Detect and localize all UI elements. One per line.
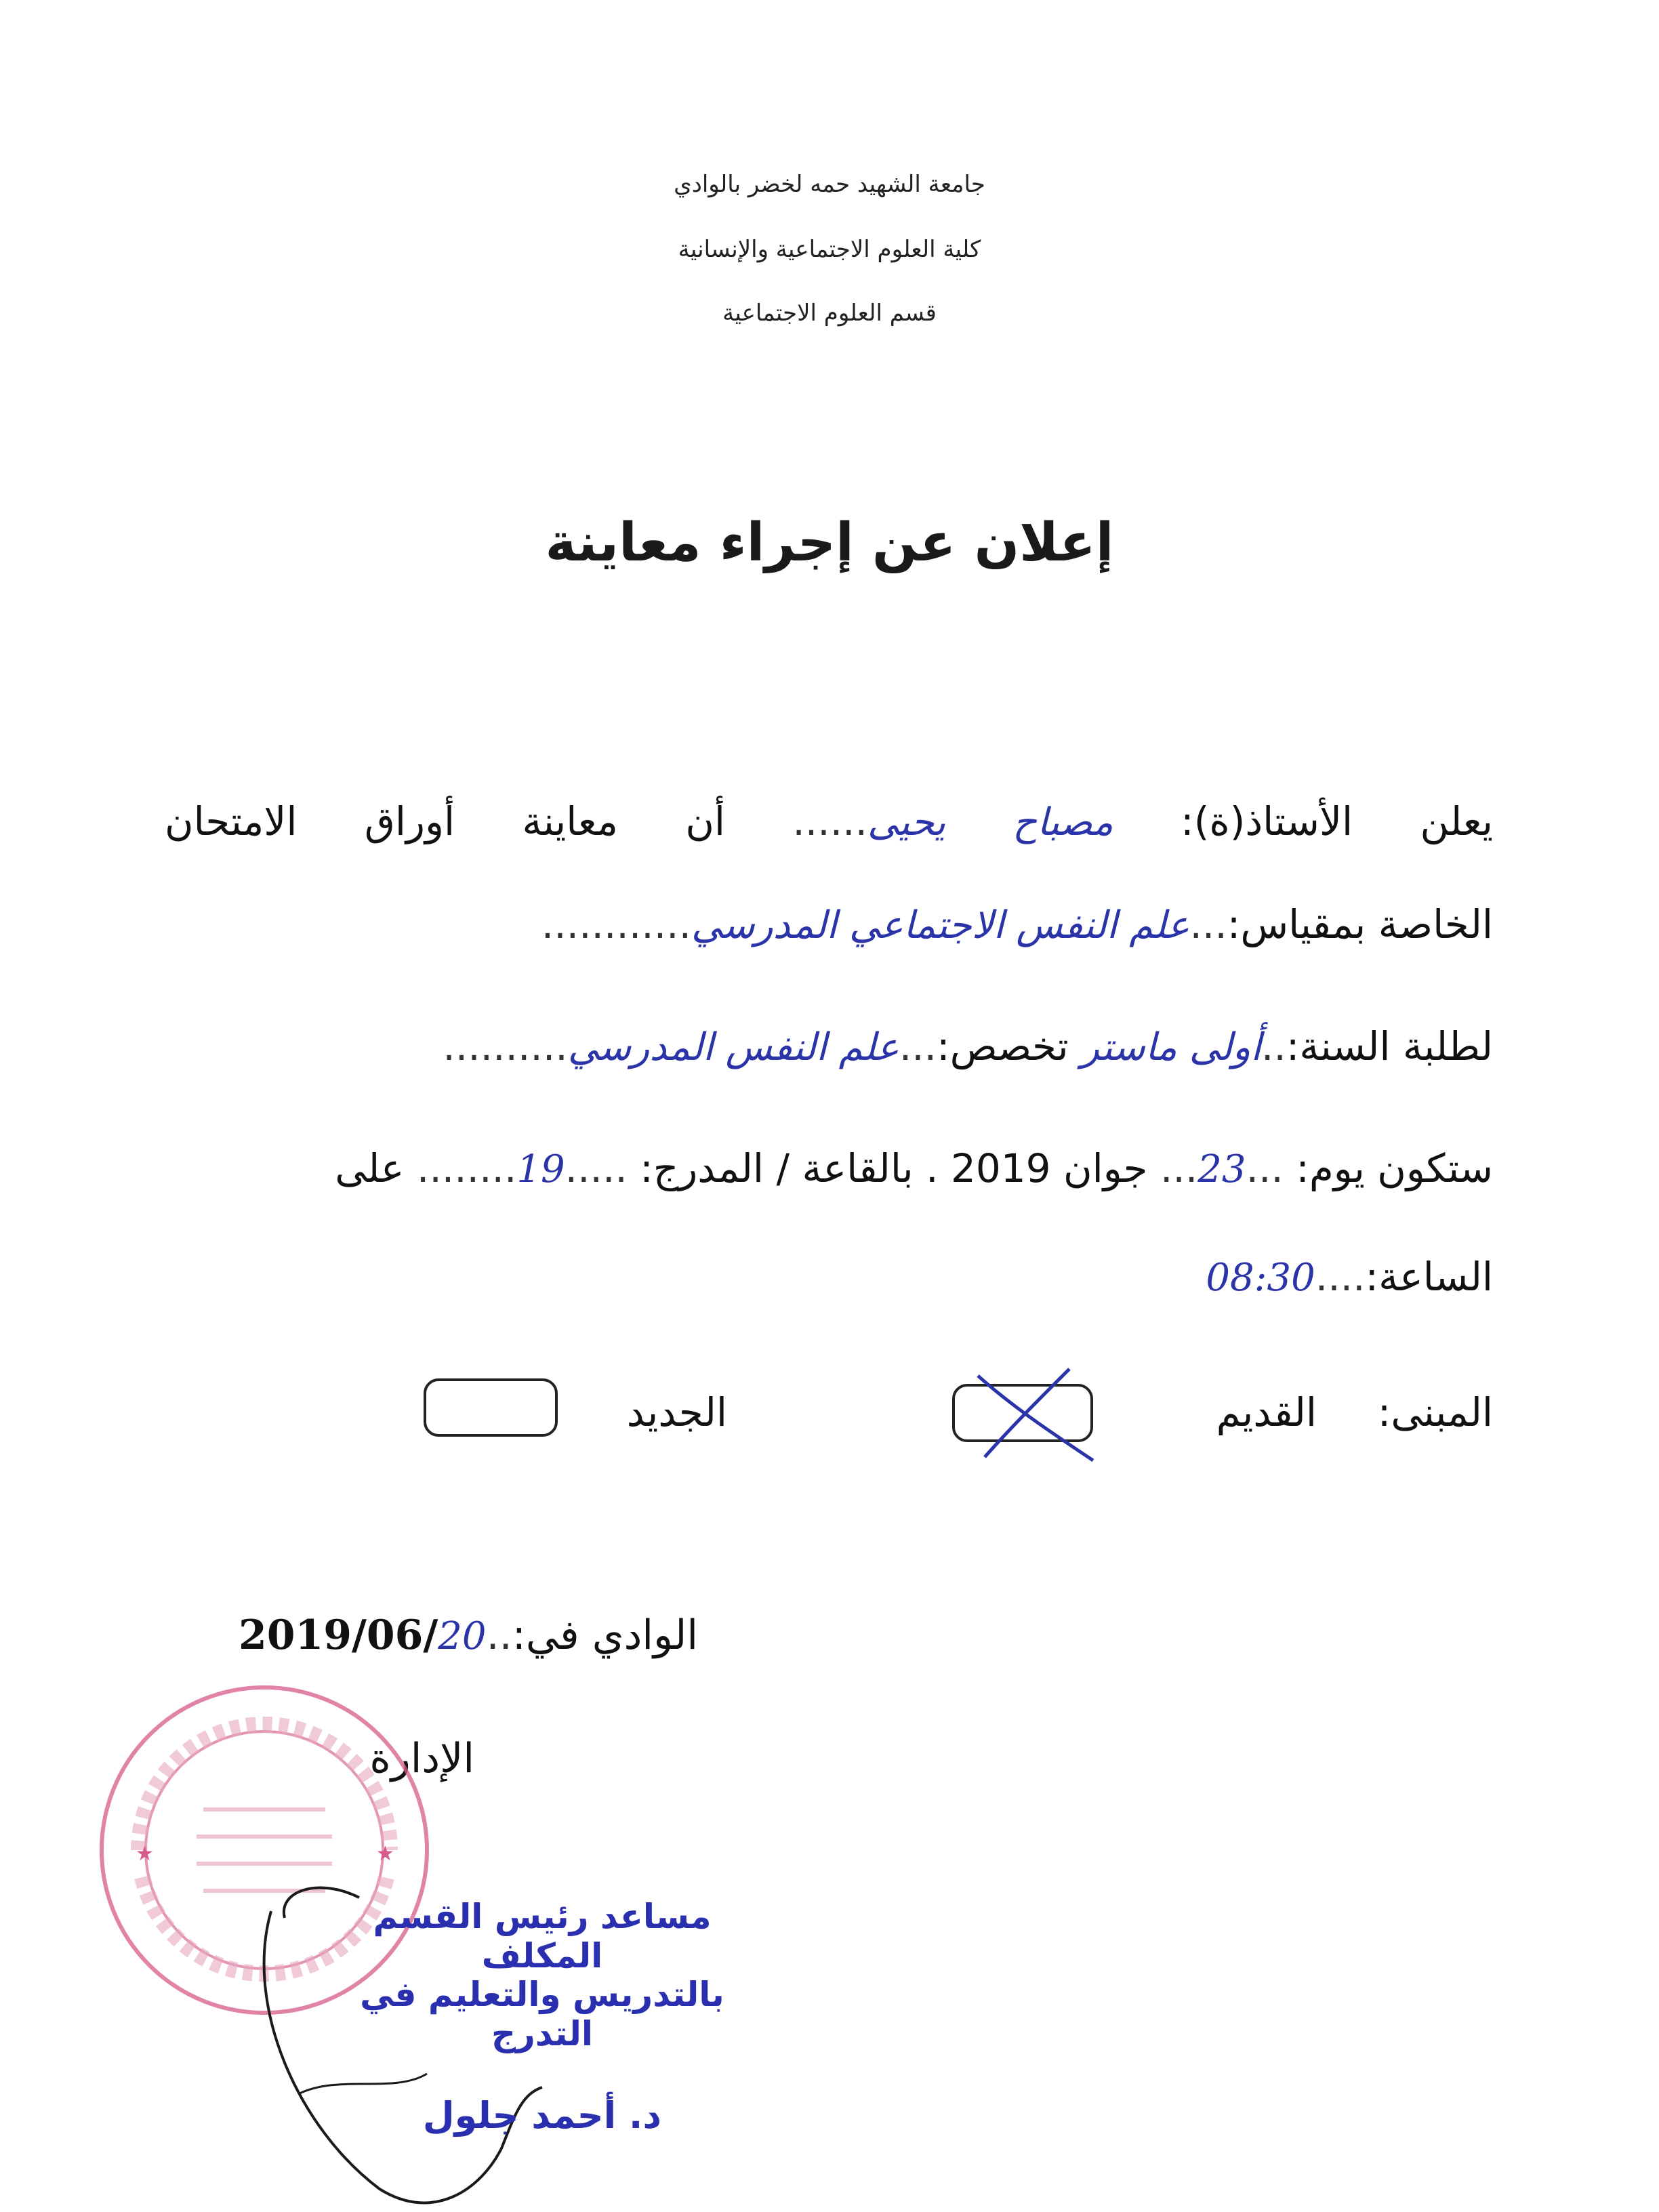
exam-room: 19: [516, 1147, 565, 1191]
building-choice: [165, 1376, 1493, 1450]
professor-label: يعلن الأستاذ(ة):: [1181, 798, 1494, 844]
cross-mark-icon: [937, 1366, 1113, 1467]
document-title: إعلان عن إجراء معاينة: [545, 512, 1114, 573]
year-label: لطلبة السنة:: [1286, 1023, 1493, 1069]
exam-time: 08:30: [1206, 1256, 1315, 1300]
building-old-label: القديم: [1216, 1389, 1317, 1435]
administration-label: الإدارة: [369, 1735, 474, 1782]
signatory-title-line2: بالتدريس والتعليم في التدرج: [360, 1975, 724, 2053]
module-name: علم النفس الاجتماعي المدرسي: [691, 903, 1190, 947]
exam-day: 23: [1197, 1147, 1246, 1191]
day-label: ستكون يوم:: [1296, 1145, 1493, 1191]
professor-name: مصباح يحيى: [867, 800, 1113, 844]
announcement-line-2: الخاصة بمقياس:...علم النفس الاجتماعي المدرسي............: [541, 901, 1493, 947]
signatory-name: د. أحمد جلول: [422, 2094, 662, 2137]
announcement-line-1: يعلن الأستاذ(ة): مصباح يحيى...... أن معاينة أوراق الامتحان: [165, 798, 1494, 844]
line4-suffix: على: [335, 1145, 405, 1191]
building-new-label: الجديد: [626, 1389, 727, 1435]
line1-suffix: أن معاينة أوراق الامتحان: [165, 798, 726, 844]
signatory-title-line1: مساعد رئيس القسم المكلف: [373, 1897, 712, 1975]
specialty-name: علم النفس المدرسي: [567, 1025, 899, 1069]
date-day: 20: [438, 1614, 487, 1658]
time-label: الساعة:: [1365, 1254, 1493, 1300]
month-room-label: جوان 2019 . بالقاعة / المدرج:: [640, 1145, 1148, 1191]
place-label: الوادي في:: [512, 1612, 698, 1659]
signatory-title: [319, 1898, 766, 2053]
building-label: المبنى:: [1377, 1389, 1493, 1435]
place-date-line: الوادي في:..202019/06/: [238, 1612, 698, 1659]
specialty-label: تخصص:: [937, 1023, 1069, 1069]
svg-text:★: ★: [136, 1842, 154, 1866]
study-year: أولى ماستر: [1081, 1025, 1261, 1069]
module-label: الخاصة بمقياس:: [1227, 901, 1493, 947]
date-month-year: 2019/06/: [238, 1612, 438, 1659]
announcement-line-4: ستكون يوم: ...23... جوان 2019 . بالقاعة / المدرج: .....19........ على: [335, 1145, 1493, 1191]
announcement-line-3: لطلبة السنة:..أولى ماستر تخصص:...علم النفس المدرسي..........: [443, 1023, 1493, 1069]
faculty-name: كلية العلوم الاجتماعية والإنسانية: [678, 236, 981, 263]
university-name: جامعة الشهيد حمه لخضر بالوادي: [674, 171, 985, 198]
svg-text:★: ★: [376, 1842, 394, 1866]
department-name: قسم العلوم الاجتماعية: [722, 300, 937, 327]
building-new-checkbox[interactable]: [424, 1378, 558, 1437]
announcement-line-5: الساعة:....08:30: [1206, 1254, 1493, 1300]
